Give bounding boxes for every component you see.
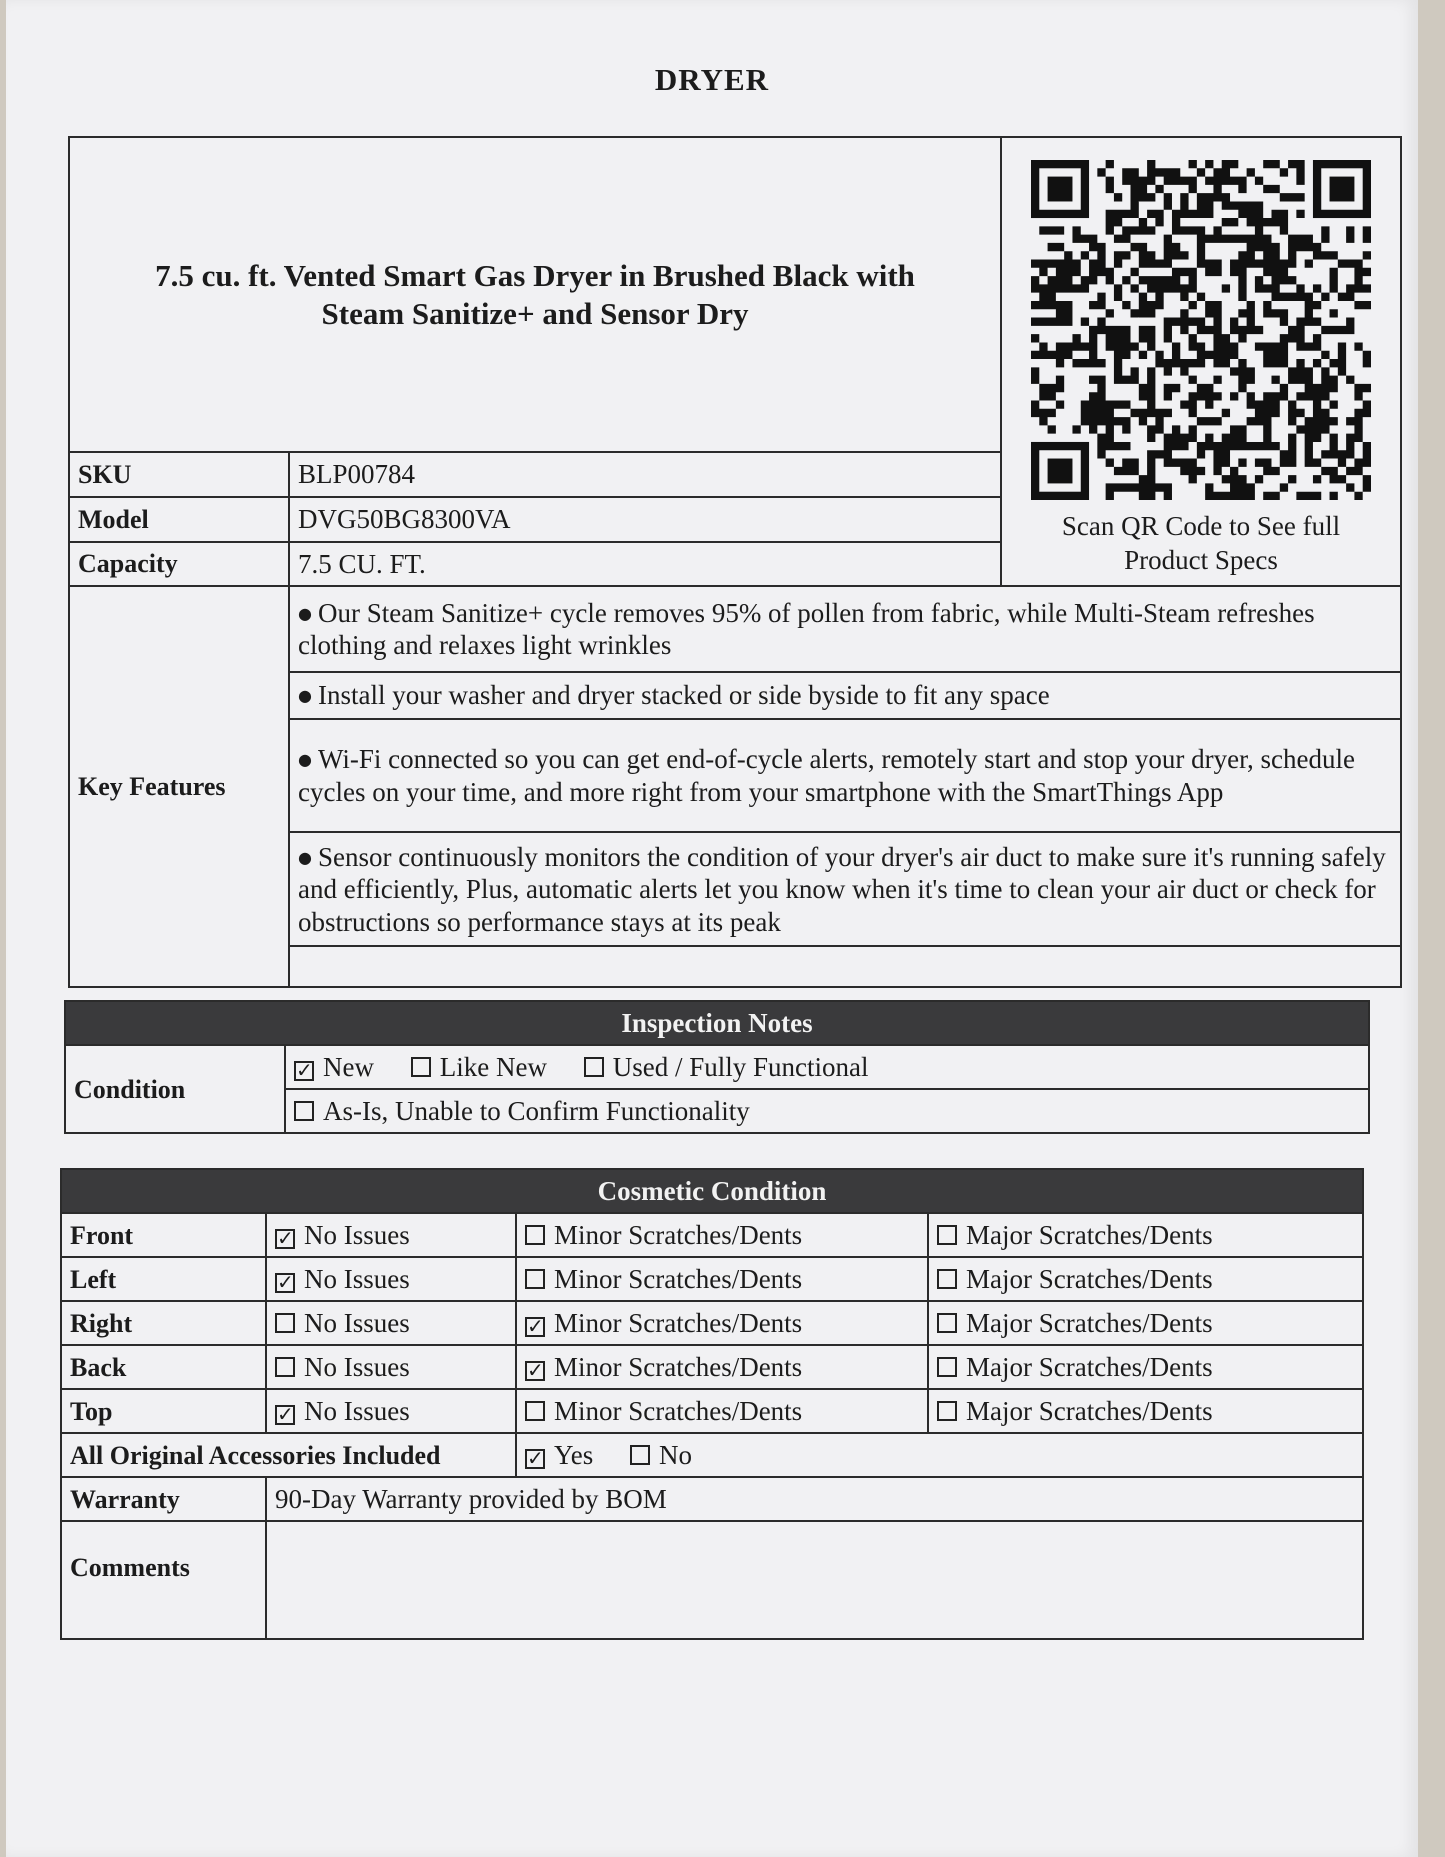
capacity-value: 7.5 CU. FT. xyxy=(289,542,1001,587)
condition-as-is-option[interactable]: As-Is, Unable to Confirm Functionality xyxy=(294,1096,750,1126)
bullet-icon: ● xyxy=(298,750,312,770)
unchecked-box-icon[interactable] xyxy=(275,1313,295,1333)
cosmetic-row xyxy=(61,1389,1363,1433)
checked-box-icon[interactable]: ✓ xyxy=(277,1270,294,1295)
cosmetic-row xyxy=(61,1257,1363,1301)
condition-options-row2 xyxy=(285,1089,1369,1133)
warranty-label: Warranty xyxy=(61,1477,266,1521)
cosmetic-row xyxy=(61,1213,1363,1257)
feature-item: ● Our Steam Sanitize+ cycle removes 95% of pollen from fabric, while Multi-Steam refreshes clothing and relaxes light wrinkles xyxy=(289,586,1401,671)
key-features-label: Key Features xyxy=(69,586,289,987)
condition-options-row1 xyxy=(285,1045,1369,1089)
bullet-icon: ● xyxy=(298,603,312,623)
cosmetic-option-major[interactable]: Major Scratches/Dents xyxy=(928,1301,1363,1345)
cosmetic-option-minor[interactable]: Minor Scratches/Dents xyxy=(516,1213,928,1257)
sku-label: SKU xyxy=(69,452,289,497)
cosmetic-option-minor[interactable]: Minor Scratches/Dents xyxy=(516,1257,928,1301)
cosmetic-option-no-issues[interactable]: ✓ No Issues xyxy=(266,1257,516,1301)
document-title: DRYER xyxy=(654,62,770,97)
condition-used-option[interactable]: Used / Fully Functional xyxy=(584,1052,869,1082)
unchecked-box-icon[interactable] xyxy=(584,1057,604,1077)
cosmetic-option-major[interactable]: Major Scratches/Dents xyxy=(928,1389,1363,1433)
unchecked-box-icon[interactable] xyxy=(630,1445,650,1465)
checked-box-icon[interactable]: ✓ xyxy=(296,1058,313,1083)
cosmetic-option-minor[interactable]: Minor Scratches/Dents xyxy=(516,1389,928,1433)
cosmetic-condition-table xyxy=(60,1168,1364,1640)
cosmetic-option-major[interactable]: Major Scratches/Dents xyxy=(928,1257,1363,1301)
unchecked-box-icon[interactable] xyxy=(294,1101,314,1121)
accessories-no-option[interactable]: No xyxy=(630,1440,692,1470)
condition-label: Condition xyxy=(65,1045,285,1133)
unchecked-box-icon[interactable] xyxy=(937,1269,957,1289)
cosmetic-condition-header: Cosmetic Condition xyxy=(61,1169,1363,1213)
qr-cell xyxy=(1001,137,1401,586)
feature-item: ● Install your washer and dryer stacked or side byside to fit any space xyxy=(289,672,1401,719)
bullet-icon: ● xyxy=(298,847,312,867)
unchecked-box-icon[interactable] xyxy=(525,1225,545,1245)
checked-box-icon[interactable]: ✓ xyxy=(527,1446,544,1471)
inspection-notes-header: Inspection Notes xyxy=(65,1001,1369,1045)
cosmetic-row xyxy=(61,1301,1363,1345)
unchecked-box-icon[interactable] xyxy=(937,1401,957,1421)
product-title: 7.5 cu. ft. Vented Smart Gas Dryer in Brushed Black with Steam Sanitize+ and Sensor Dry xyxy=(69,137,1001,452)
comments-label: Comments xyxy=(61,1521,266,1639)
cosmetic-option-minor[interactable]: ✓ Minor Scratches/Dents xyxy=(516,1301,928,1345)
model-value: DVG50BG8300VA xyxy=(289,497,1001,542)
cosmetic-option-major[interactable]: Major Scratches/Dents xyxy=(928,1345,1363,1389)
condition-new-option[interactable]: ✓ New xyxy=(296,1052,374,1083)
accessories-yes-option[interactable]: ✓ Yes xyxy=(527,1440,594,1471)
feature-item-empty xyxy=(289,946,1401,987)
cosmetic-row-label: Front xyxy=(61,1213,266,1257)
cosmetic-option-minor[interactable]: ✓ Minor Scratches/Dents xyxy=(516,1345,928,1389)
product-spec-table xyxy=(68,136,1400,988)
qr-code-icon[interactable] xyxy=(1031,160,1371,500)
cosmetic-row-label: Back xyxy=(61,1345,266,1389)
feature-item: ● Wi-Fi connected so you can get end-of-cycle alerts, remotely start and stop your dryer, schedule cycles on your time, and more right from your smartphone with the SmartThings App xyxy=(289,719,1401,833)
cosmetic-row-label: Left xyxy=(61,1257,266,1301)
unchecked-box-icon[interactable] xyxy=(411,1057,431,1077)
unchecked-box-icon[interactable] xyxy=(525,1401,545,1421)
unchecked-box-icon[interactable] xyxy=(275,1357,295,1377)
checked-box-icon[interactable]: ✓ xyxy=(527,1314,544,1339)
unchecked-box-icon[interactable] xyxy=(937,1357,957,1377)
document-page xyxy=(6,0,1418,1857)
feature-item: ● Sensor continuously monitors the condition of your dryer's air duct to make sure it's running safely and efficiently, Plus, automatic alerts let you know when it's time to clean your air duct or check for obstructions so performance stays at its peak xyxy=(289,832,1401,946)
cosmetic-option-no-issues[interactable]: No Issues xyxy=(266,1345,516,1389)
accessories-label: All Original Accessories Included xyxy=(61,1433,516,1477)
inspection-notes-table xyxy=(64,1000,1370,1134)
sku-value: BLP00784 xyxy=(289,452,1001,497)
warranty-value: 90-Day Warranty provided by BOM xyxy=(266,1477,1363,1521)
qr-caption: Scan QR Code to See full Product Specs xyxy=(1061,511,1341,575)
checked-box-icon[interactable]: ✓ xyxy=(277,1402,294,1427)
cosmetic-option-no-issues[interactable]: ✓ No Issues xyxy=(266,1213,516,1257)
accessories-options xyxy=(516,1433,1363,1477)
checked-box-icon[interactable]: ✓ xyxy=(527,1358,544,1383)
unchecked-box-icon[interactable] xyxy=(937,1313,957,1333)
bullet-icon: ● xyxy=(298,685,312,705)
cosmetic-option-no-issues[interactable]: ✓ No Issues xyxy=(266,1389,516,1433)
capacity-label: Capacity xyxy=(69,542,289,587)
cosmetic-row xyxy=(61,1345,1363,1389)
model-label: Model xyxy=(69,497,289,542)
unchecked-box-icon[interactable] xyxy=(937,1225,957,1245)
cosmetic-option-major[interactable]: Major Scratches/Dents xyxy=(928,1213,1363,1257)
cosmetic-option-no-issues[interactable]: No Issues xyxy=(266,1301,516,1345)
unchecked-box-icon[interactable] xyxy=(525,1269,545,1289)
checked-box-icon[interactable]: ✓ xyxy=(277,1226,294,1251)
comments-field[interactable] xyxy=(266,1521,1363,1639)
cosmetic-row-label: Top xyxy=(61,1389,266,1433)
cosmetic-row-label: Right xyxy=(61,1301,266,1345)
condition-like-new-option[interactable]: Like New xyxy=(411,1052,547,1082)
